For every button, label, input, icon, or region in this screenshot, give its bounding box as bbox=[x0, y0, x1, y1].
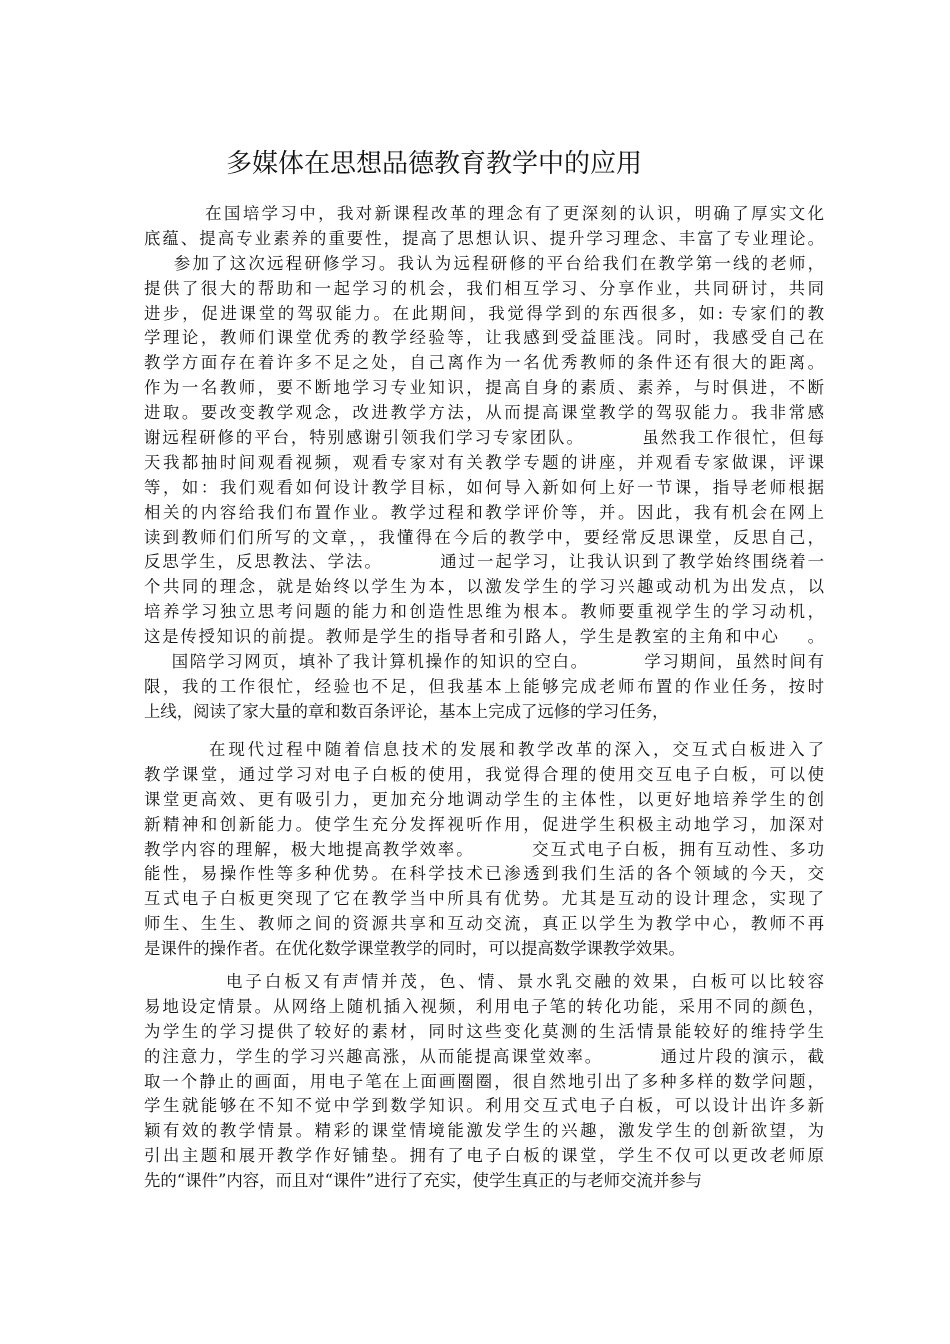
paragraph-line: 师生、生生、教师之间的资源共享和互动交流，真正以学生为教学中心，教师不再 bbox=[144, 914, 824, 934]
paragraph-line: 学生就能够在不知不觉中学到数学知识。利用交互式电子白板，可以设计出许多新 bbox=[144, 1096, 824, 1116]
paragraph-line: 上线，阅读了家大量的章和数百条评论，基本上完成了远修的学习任务， bbox=[144, 701, 669, 721]
paragraph-line: 等，如：我们观看如何设计教学目标，如何导入新如何上好一节课，指导老师根据 bbox=[144, 477, 824, 497]
document-title: 多媒体在思想品德教育教学中的应用 bbox=[226, 149, 643, 179]
paragraph-line: 颖有效的教学情景。精彩的课堂情境能激发学生的兴趣，激发学生的创新欲望，为 bbox=[144, 1121, 824, 1141]
paragraph-line: 学理论，教师们课堂优秀的教学经验等，让我感到受益匪浅。同时，我感受自己在 bbox=[144, 328, 824, 348]
paragraph-line: 取一个静止的画面，用电子笔在上面画圈圈，很自然地引出了多种多样的数学问题， bbox=[144, 1071, 824, 1091]
paragraph-line: 天我都抽时间观看视频，观看专家对有关教学专题的讲座，并观看专家做课，评课 bbox=[144, 452, 824, 472]
paragraph-line: 互式电子白板更突现了它在教学当中所具有优势。尤其是互动的设计理念，实现了 bbox=[144, 889, 824, 909]
paragraph-line: 的注意力，学生的学习兴趣高涨，从而能提高课堂效率。 通过片段的演示，截 bbox=[144, 1046, 824, 1066]
paragraph-line: 先的“课件”内容，而且对“课件”进行了充实，使学生真正的与老师交流并参与 bbox=[144, 1171, 703, 1191]
paragraph-line: 培养学习独立思考问题的能力和创造性思维为根本。教师要重视学生的学习动机， bbox=[144, 602, 824, 622]
paragraph-line: 引出主题和展开教学作好铺垫。拥有了电子白板的课堂，学生不仅可以更改老师原 bbox=[144, 1146, 824, 1166]
paragraph-national-training bbox=[144, 202, 824, 725]
paragraph-line: 个共同的理念，就是始终以学生为本，以激发学生的学习兴趣或动机为出发点，以 bbox=[144, 577, 824, 597]
paragraph-line: 为学生的学习提供了较好的素材，同时这些变化莫测的生活情景能较好的维持学生 bbox=[144, 1021, 824, 1041]
paragraph-line: 限，我的工作很忙，经验也不足，但我基本上能够完成老师布置的作业任务，按时 bbox=[144, 676, 824, 696]
paragraph-line: 谢远程研修的平台，特别感谢引领我们学习专家团队。 虽然我工作很忙，但每 bbox=[144, 428, 824, 448]
paragraph-line: 教学内容的理解，极大地提高教学效率。 交互式电子白板，拥有互动性、多功 bbox=[144, 839, 824, 859]
paragraph-line: 参加了这次远程研修学习。我认为远程研修的平台给我们在教学第一线的老师， bbox=[144, 253, 824, 273]
paragraph-whiteboard-scenarios bbox=[144, 970, 824, 1194]
paragraph-line: 在现代过程中随着信息技术的发展和教学改革的深入，交互式白板进入了 bbox=[144, 740, 824, 759]
paragraph-line: 在国培学习中，我对新课程改革的理念有了更深刻的认识，明确了厚实文化 bbox=[144, 204, 824, 223]
paragraph-line: 是课件的操作者。在优化数学课堂教学的同时，可以提高数学课教学效果。 bbox=[144, 939, 685, 959]
paragraph-line: 相关的内容给我们布置作业。教学过程和教学评价等，并。因此，我有机会在网上 bbox=[144, 502, 824, 522]
paragraph-line: 提供了很大的帮助和一起学习的机会，我们相互学习、分享作业，共同研讨，共同 bbox=[144, 278, 824, 298]
paragraph-line: 易地设定情景。从网络上随机插入视频，利用电子笔的转化功能，采用不同的颜色， bbox=[144, 996, 824, 1016]
paragraph-line: 电子白板又有声情并茂，色、情、景水乳交融的效果，白板可以比较容 bbox=[144, 972, 824, 991]
paragraph-line: 进步，促进课堂的驾驭能力。在此期间，我觉得学到的东西很多，如: 专家们的教 bbox=[144, 303, 824, 323]
paragraph-line: 读到教师们们所写的文章，，我懂得在今后的教学中，要经常反思课堂，反思自己， bbox=[144, 527, 824, 547]
paragraph-interactive-whiteboard bbox=[144, 738, 824, 962]
paragraph-line: 能性，易操作性等多种优势。在科学技术已渗透到我们生活的各个领域的今天，交 bbox=[144, 864, 824, 884]
paragraph-line: 作为一名教师，要不断地学习专业知识，提高自身的素质、素养，与时俱进，不断 bbox=[144, 378, 824, 398]
paragraph-line: 新精神和创新能力。使学生充分发挥视听作用，促进学生积极主动地学习，加深对 bbox=[144, 814, 824, 834]
paragraph-line: 国陪学习网页，填补了我计算机操作的知识的空白。 学习期间，虽然时间有 bbox=[144, 652, 824, 672]
paragraph-line: 课堂更高效、更有吸引力，更加充分地调动学生的主体性，以更好地培养学生的创 bbox=[144, 789, 824, 809]
paragraph-line: 底蕴、提高专业素养的重要性，提高了思想认识、提升学习理念、丰富了专业理论。 bbox=[144, 228, 824, 248]
paragraph-line: 反思学生，反思教法、学法。 通过一起学习，让我认识到了教学始终围绕着一 bbox=[144, 552, 824, 572]
paragraph-line: 教学课堂，通过学习对电子白板的使用，我觉得合理的使用交互电子白板，可以使 bbox=[144, 764, 824, 784]
paragraph-line: 这是传授知识的前提。教师是学生的指导者和引路人，学生是教室的主角和中心 。 bbox=[144, 627, 824, 647]
paragraph-line: 教学方面存在着许多不足之处，自己离作为一名优秀教师的条件还有很大的距离。 bbox=[144, 353, 824, 373]
paragraph-line: 进取。要改变教学观念，改进教学方法，从而提高课堂教学的驾驭能力。我非常感 bbox=[144, 403, 824, 423]
